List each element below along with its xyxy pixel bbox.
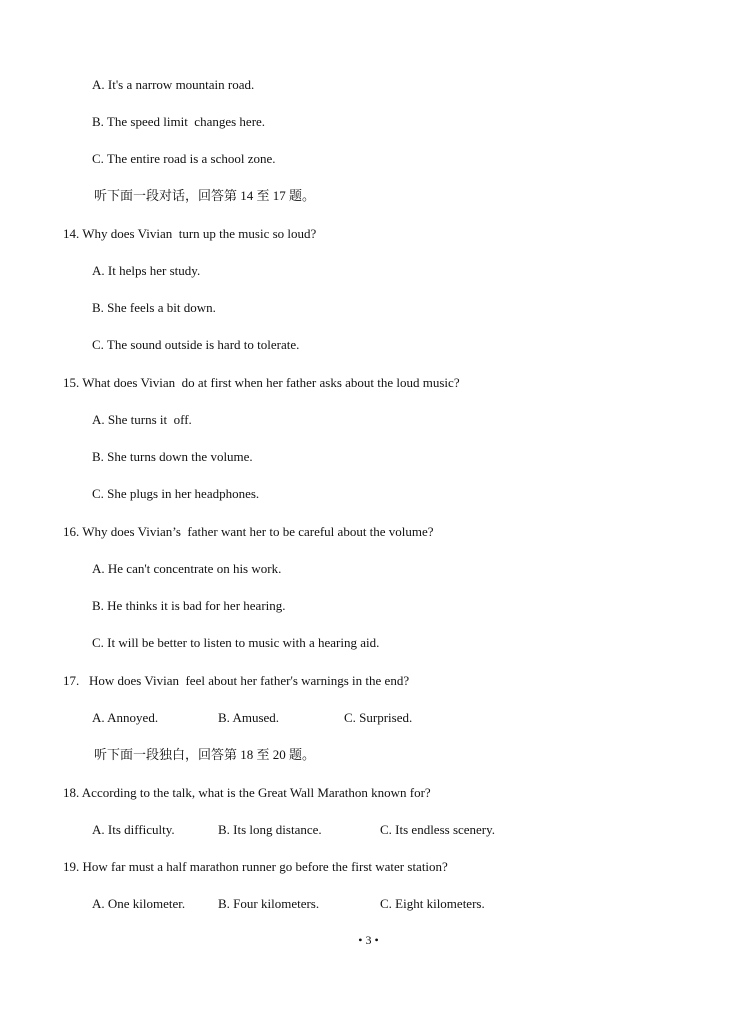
q14-option-a: A. It helps her study. xyxy=(92,263,201,278)
q13-option-b: B. The speed limit changes here. xyxy=(92,114,266,129)
question-15: 15. What does Vivian do at first when her father asks about the loud music? xyxy=(63,375,460,390)
q15-option-b: B. She turns down the volume. xyxy=(92,449,253,464)
q19-option-a: A. One kilometer. xyxy=(92,896,186,911)
section-heading-14-17: 听下面一段对话，回答第 14 至 17 题。 xyxy=(94,188,316,203)
question-17: 17. How does Vivian feel about her father's warnings in the end? xyxy=(63,673,410,688)
q14-option-b: B. She feels a bit down. xyxy=(92,300,216,315)
q16-option-a: A. He can't concentrate on his work. xyxy=(92,561,282,576)
q18-option-b: B. Its long distance. xyxy=(218,822,322,837)
page-number: • 3 • xyxy=(358,933,379,947)
q18-option-a: A. Its difficulty. xyxy=(92,822,175,837)
q18-option-c: C. Its endless scenery. xyxy=(380,822,496,837)
q13-option-a: A. It's a narrow mountain road. xyxy=(92,77,255,92)
q17-option-a: A. Annoyed. xyxy=(92,710,159,725)
question-19: 19. How far must a half marathon runner go before the first water station? xyxy=(63,859,448,874)
q16-option-c: C. It will be better to listen to music with a hearing aid. xyxy=(92,635,380,650)
section-heading-18-20: 听下面一段独白，回答第 18 至 20 题。 xyxy=(94,747,316,762)
question-18: 18. According to the talk, what is the Great Wall Marathon known for? xyxy=(63,785,431,800)
q17-option-c: C. Surprised. xyxy=(344,710,413,725)
q15-option-c: C. She plugs in her headphones. xyxy=(92,486,260,501)
q19-option-b: B. Four kilometers. xyxy=(218,896,320,911)
q19-option-c: C. Eight kilometers. xyxy=(380,896,485,911)
q13-option-c: C. The entire road is a school zone. xyxy=(92,151,276,166)
q16-option-b: B. He thinks it is bad for her hearing. xyxy=(92,598,286,613)
question-14: 14. Why does Vivian turn up the music so loud? xyxy=(63,226,317,241)
q14-option-c: C. The sound outside is hard to tolerate. xyxy=(92,337,300,352)
q17-option-b: B. Amused. xyxy=(218,710,280,725)
question-16: 16. Why does Vivian’s father want her to be careful about the volume? xyxy=(63,524,434,539)
q15-option-a: A. She turns it off. xyxy=(92,412,192,427)
